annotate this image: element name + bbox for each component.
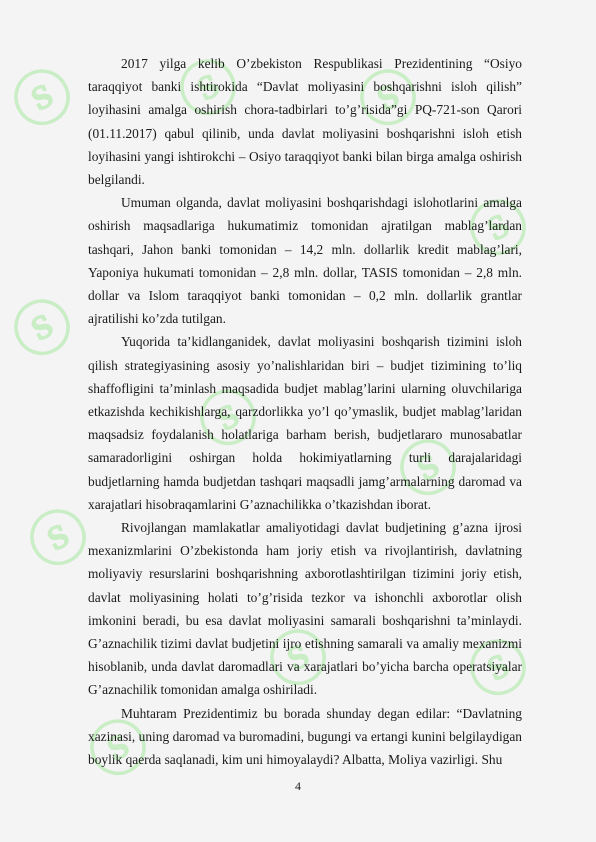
paragraph: Yuqorida ta’kidlanganidek, davlat moliyasini boshqarish tizimini isloh qilish strategiyasining asosiy yo’nalishlaridan biri – budjet tizimining to’liq shaffofligini ta’minlash maqsadida budjet mablag’larini ularning oluvchilariga etkazishda kechikishlarga, qarzdorlikka yo’l qo’ymaslik, budjet mablag’laridan maqsadsiz foydalanish holatlariga barham berish, budjetlararo munosabatlar samaradorligini oshirgan holda hokimiyatlarning turli darajalaridagi budjetlarning hamda budjetdan tashqari maqsadli jamg’armalarning daromad va xarajatlari hisobraqamlarini G’aznachilikka o’tkazishdan iborat.: [88, 334, 522, 512]
watermark-logo-icon: ⓢ: [77, 705, 161, 793]
watermark-logo-icon: ⓢ: [457, 185, 541, 273]
page-number: 4: [295, 779, 301, 793]
watermark-logo-icon: ⓢ: [347, 55, 431, 143]
watermark-logo-icon: ⓢ: [257, 615, 341, 703]
watermark-logo-icon: ⓢ: [167, 45, 251, 133]
watermark-logo-icon: ⓢ: [387, 425, 471, 513]
watermark-logo-icon: ⓢ: [187, 375, 271, 463]
watermark-logo-icon: ⓢ: [457, 625, 541, 713]
paragraph: Muhtaram Prezidentimiz bu borada shunday degan edilar: “Davlatning xazinasi, uning daromad va buromadini, bugungi va ertangi kunini belgilaydigan boylik qaerda saqlanadi, kim uni himoyalaydi? Albatta, Moliya vazirligi. Shu: [88, 705, 522, 768]
paragraph: 2017 yilga kelib O’zbekiston Respublikasi Prezidentining “Osiyo taraqqiyot banki ishtirokida “Davlat moliyasini boshqarishni isloh qilish” loyihasini amalga oshirish chora-tadbirlari to’g’risida”gi PQ-721-son Qarori (01.11.2017) qabul qilinib, unda davlat moliyasini boshqarishni isloh etish loyihasini yangi ishtirokchi – Osiyo taraqqiyot banki bilan birga amalga oshirish belgilandi.: [88, 56, 522, 188]
paragraph: Rivojlangan mamlakatlar amaliyotidagi davlat budjetining g’azna ijrosi mexanizmlarini O’zbekistonda ham joriy etish va rivojlantirish, davlatning moliyaviy resurslarini boshqarishning axborotlashtirilgan tizimini joriy etish, davlat moliyasining holati to’g’risida tezkor va ishonchli axborotlar olish imkonini beradi, bu esa davlat moliyasini samarali boshqarishni ta’minlaydi. G’aznachilik tizimi davlat budjetini ijro etishning samarali va amaliy mexanizmi hisoblanib, unda davlat daromadlari va xarajatlari bo’yicha barcha operatsiyalar G’aznachilik tomonidan amalga oshiriladi.: [88, 520, 522, 698]
watermark-logo-icon: ⓢ: [1, 55, 85, 143]
watermark-logo-icon: ⓢ: [17, 495, 101, 583]
watermark-logo-icon: ⓢ: [1, 285, 85, 373]
body-text: [88, 45, 522, 771]
paragraph: Umuman olganda, davlat moliyasini boshqarishdagi islohotlarini amalga oshirish maqsadlariga hukumatimiz tomonidan ajratilgan mablag’lardan tashqari, Jahon banki tomonidan – 14,2 mln. dollarlik kredit mablag’lari, Yaponiya hukumati tomonidan – 2,8 mln. dollar, TASIS tomonidan – 2,8 mln. dollar va Islom taraqqiyot banki tomonidan – 0,2 mln. dollarlik grantlar ajratilishi ko’zda tutilgan.: [88, 195, 522, 327]
